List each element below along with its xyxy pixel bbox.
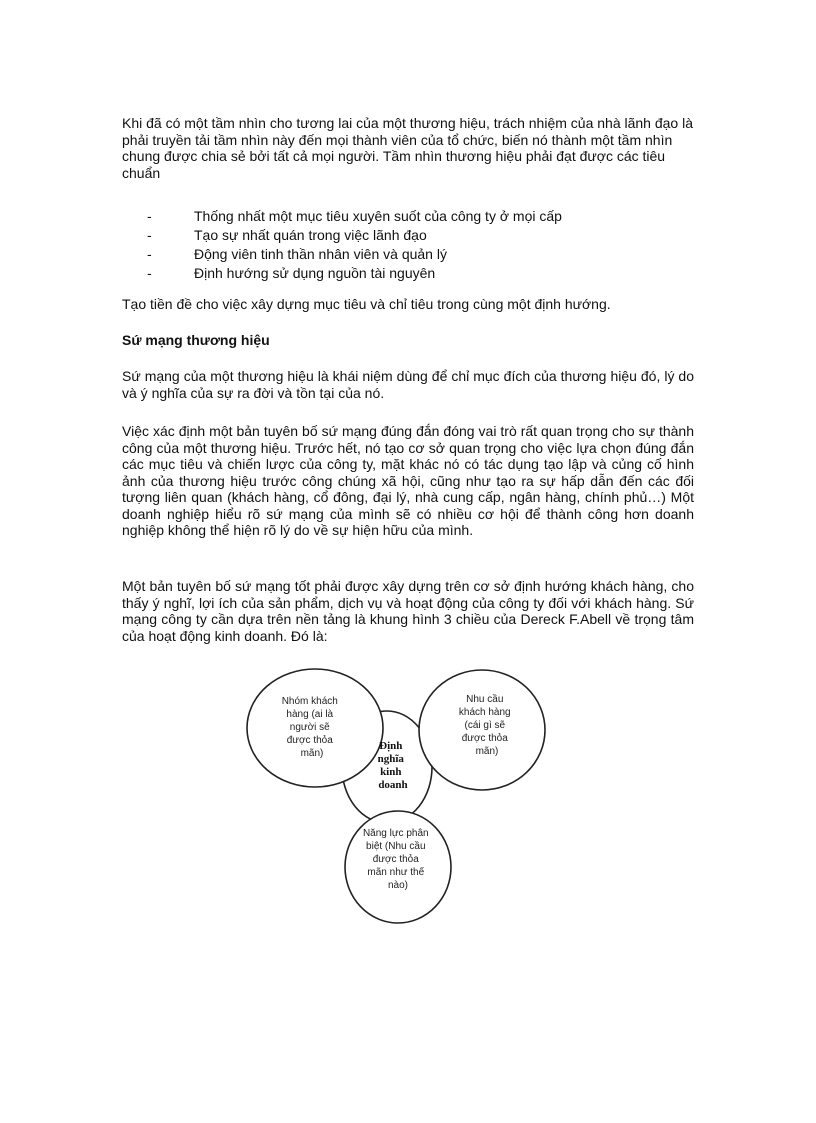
label-line: kinh [380, 766, 402, 778]
label-line: biệt (Nhu cầu [366, 841, 426, 852]
center-ellipse-label [378, 736, 409, 791]
label-line: Định [379, 740, 403, 752]
label-line: được thỏa [372, 854, 419, 865]
bullet-dash: - [147, 227, 152, 243]
label-line: Nhóm khách [281, 696, 338, 707]
mission-framework-paragraph: Một bản tuyên bố sứ mạng tốt phải được xây dựng trên cơ sở định hướng khách hàng, cho thấy ý nghĩ, lợi ích của sản phẩm, dịch vụ và hoạt động của công ty đối với khách hàng. Sứ mạng công ty cần dựa trên nền tảng là khung hình 3 chiều của Dereck F.Abell về trọng tâm của hoạt động kinh doanh. Đó là: [122, 578, 694, 644]
mission-importance-paragraph: Việc xác định một bản tuyên bố sứ mạng đúng đắn đóng vai trò rất quan trọng cho sự thành công của một thương hiệu. Trước hết, nó tạo cơ sở quan trọng cho việc lựa chọn đúng đắn các mục tiêu và chiến lược của công ty, mặt khác nó có tác dụng tạo lập và củng cố hình ảnh của thương hiệu trước công chúng xã hội, cũng như tạo ra sự hấp dẫn đến các đối tượng liên quan (khách hàng, cổ đông, đại lý, nhà cung cấp, ngân hàng, chính phủ…) Một doanh nghiệp hiểu rõ sứ mạng của mình sẽ có nhiều cơ hội để thành công hơn doanh nghiệp không thể hiện rõ lý do về sự hiện hữu của mình. [122, 423, 694, 538]
intro-paragraph: Khi đã có một tầm nhìn cho tương lai của một thương hiệu, trách nhiệm của nhà lãnh đạo là phải truyền tải tầm nhìn này đến mọi thành viên của tổ chức, biến nó thành một tầm nhìn chung được chia sẻ bởi tất cả mọi người. Tầm nhìn thương hiệu phải đạt được các tiêu chuẩn [122, 115, 693, 181]
bullet-dash: - [147, 246, 152, 262]
label-line: nào) [387, 880, 409, 891]
label-line: được thỏa [461, 733, 508, 744]
label-line: hàng (ai là [286, 709, 334, 720]
label-line: Nhu cầu [466, 694, 504, 705]
label-line: người sẽ [289, 722, 330, 733]
label-line: được thỏa [286, 735, 333, 746]
list-item [122, 226, 694, 245]
section-heading: Sứ mạng thương hiệu [122, 332, 270, 348]
label-line: khách hàng [458, 707, 511, 718]
list-item [122, 264, 694, 283]
bullet-dash: - [147, 208, 152, 224]
mission-definition-paragraph: Sứ mạng của một thương hiệu là khái niệm dùng để chỉ mục đích của thương hiệu đó, lý do và ý nghĩa của sự ra đời và tồn tại của nó. [122, 368, 694, 401]
list-item [122, 207, 694, 226]
label-line: mãn) [300, 748, 324, 759]
bullet-dash: - [147, 265, 152, 281]
list-item-text: Động viên tinh thần nhân viên và quản lý [194, 246, 447, 262]
list-item [122, 245, 694, 264]
label-line: mãn) [475, 746, 499, 757]
label-line: doanh [378, 779, 408, 791]
label-line: Năng lực phân [362, 828, 429, 839]
label-line: (cái gì sẽ [464, 720, 506, 731]
label-line: nghĩa [377, 753, 404, 765]
list-item-text: Tạo sự nhất quán trong việc lãnh đạo [194, 227, 427, 243]
list-item-text: Định hướng sử dụng nguồn tài nguyên [194, 265, 436, 281]
label-line: mãn như thế [367, 867, 425, 878]
abell-framework-diagram [240, 664, 560, 944]
criteria-list [122, 207, 694, 283]
after-list-paragraph: Tạo tiền đề cho việc xây dựng mục tiêu và chỉ tiêu trong cùng một định hướng. [122, 296, 611, 312]
list-item-text: Thống nhất một mục tiêu xuyên suốt của công ty ở mọi cấp [194, 208, 562, 224]
